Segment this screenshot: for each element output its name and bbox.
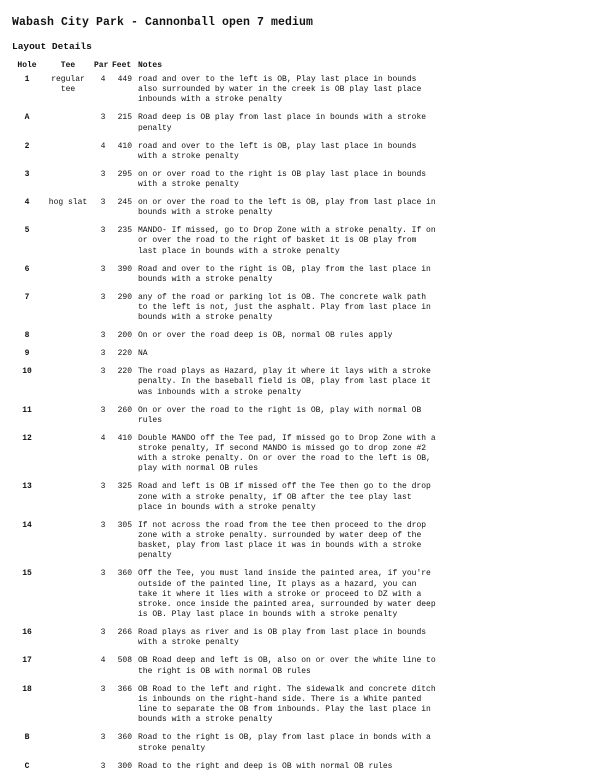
- tee-cell: [42, 628, 94, 656]
- tee-cell: regular tee: [51, 75, 85, 95]
- table-row: [12, 367, 438, 405]
- notes-cell: Road and left is OB if missed off the Tee then go to the drop zone with a stroke penalty, if OB after the tee play last place in bounds with a stroke penalty: [138, 482, 431, 512]
- tee-cell: [42, 406, 94, 434]
- notes-cell: Road deep is OB play from last place in bounds with a stroke penalty: [138, 113, 427, 133]
- hole-cell: 3: [24, 169, 30, 179]
- feet-cell: 260: [117, 405, 132, 415]
- par-cell: 3: [100, 264, 106, 274]
- hole-cell: 1: [24, 75, 30, 84]
- hole-cell: 15: [22, 569, 32, 579]
- tee-cell: [42, 656, 94, 684]
- table-row: [12, 628, 438, 656]
- par-cell: 3: [100, 569, 106, 579]
- notes-cell: On or over the road deep is OB, normal OB rules apply: [138, 331, 393, 341]
- hole-cell: 16: [22, 628, 32, 638]
- hole-cell: 13: [22, 482, 32, 492]
- table-row: [12, 265, 438, 293]
- hole-cell: C: [24, 761, 30, 771]
- table-row: [12, 762, 438, 780]
- par-cell: 3: [100, 349, 106, 359]
- table-body: [12, 75, 438, 780]
- hole-cell: B: [24, 733, 30, 743]
- feet-cell: 245: [117, 198, 132, 208]
- hole-cell: 8: [24, 331, 30, 341]
- document-page: [12, 16, 592, 780]
- table-row: [12, 349, 438, 367]
- notes-cell: OB Road deep and left is OB, also on or over the white line to the right is OB with normal OB rules: [138, 656, 436, 676]
- par-cell: 3: [100, 628, 106, 638]
- tee-cell: [42, 367, 94, 405]
- column-header-hole: Hole: [17, 61, 37, 70]
- feet-cell: 220: [117, 349, 132, 359]
- par-cell: 3: [100, 761, 106, 771]
- feet-cell: 360: [117, 733, 132, 743]
- tee-cell: [42, 349, 94, 367]
- feet-cell: 366: [117, 684, 132, 694]
- tee-cell: [42, 569, 94, 628]
- notes-cell: The road plays as Hazard, play it where it lays with a stroke penalty. In the baseball field is OB, play from last place it was inbounds with a stroke penalty: [138, 367, 431, 397]
- feet-cell: 410: [117, 141, 132, 151]
- hole-cell: 11: [22, 405, 32, 415]
- column-header-feet: Feet: [112, 61, 132, 70]
- tee-cell: [42, 226, 94, 264]
- table-row: [12, 685, 438, 734]
- tee-cell: [42, 482, 94, 520]
- notes-cell: Road plays as river and is OB play from last place in bounds with a stroke penalty: [138, 628, 427, 648]
- feet-cell: 220: [117, 367, 132, 377]
- par-cell: 3: [100, 684, 106, 694]
- hole-cell: A: [24, 113, 30, 123]
- tee-cell: [42, 685, 94, 734]
- par-cell: 3: [100, 482, 106, 492]
- notes-cell: any of the road or parking lot is OB. The concrete walk path to the left is not, just the asphalt. Play from last place in bounds with a stroke penalty: [138, 292, 431, 323]
- page-title: Wabash City Park - Cannonball open 7 medium: [12, 16, 314, 29]
- notes-cell: OB Road to the left and right. The sidewalk and concrete ditch is inbounds on the right-hand side. There is a White panted line to separate the OB from inbounds. Play the last place in bounds with a stroke penalty: [138, 684, 436, 725]
- column-header-tee: Tee: [60, 61, 76, 70]
- par-cell: 3: [100, 292, 106, 302]
- column-header-notes: Notes: [138, 61, 163, 70]
- layout-table: [12, 61, 438, 780]
- feet-cell: 325: [117, 482, 132, 492]
- hole-cell: 9: [24, 349, 30, 359]
- tee-cell: hog slat: [48, 198, 88, 208]
- table-row: [12, 482, 438, 520]
- feet-cell: 390: [117, 264, 132, 274]
- feet-cell: 235: [117, 226, 132, 236]
- table-row: [12, 331, 438, 349]
- feet-cell: 305: [117, 520, 132, 530]
- feet-cell: 410: [117, 433, 132, 443]
- table-row: [12, 521, 438, 570]
- par-cell: 4: [100, 656, 106, 666]
- par-cell: 3: [100, 331, 106, 341]
- notes-cell: road and over to the left is OB, Play last place in bounds also surrounded by water in the creek is OB play last place inbounds with a stroke penalty: [138, 75, 422, 105]
- notes-cell: Road to the right is OB, play from last place in bonds with a stroke penalty: [138, 733, 431, 753]
- hole-cell: 14: [22, 520, 32, 530]
- hole-cell: 17: [22, 656, 32, 666]
- notes-cell: Off the Tee, you must land inside the painted area, if you're outside of the painted line, It plays as a hazard, you can take it where it lies with a stroke or proceed to DZ with a stroke. once inside the painted area, surrounded by water deep is OB. Play last place in bounds with a stroke penalty: [138, 569, 436, 620]
- hole-cell: 4: [24, 198, 30, 208]
- notes-cell: MANDO- If missed, go to Drop Zone with a stroke penalty. If on or over the road to the right of basket it is OB play from last place in bounds with a stroke penalty: [138, 226, 436, 256]
- par-cell: 4: [100, 75, 106, 84]
- table-row: [12, 406, 438, 434]
- table-row: [12, 226, 438, 264]
- par-cell: 3: [100, 198, 106, 208]
- table-row: [12, 113, 438, 141]
- par-cell: 4: [100, 141, 106, 151]
- table-row: [12, 142, 438, 170]
- hole-cell: 2: [24, 141, 30, 151]
- hole-cell: 5: [24, 226, 30, 236]
- tee-cell: [42, 142, 94, 170]
- feet-cell: 215: [117, 113, 132, 123]
- hole-cell: 18: [22, 684, 32, 694]
- tee-cell: [42, 331, 94, 349]
- feet-cell: 449: [117, 75, 132, 84]
- hole-cell: 7: [24, 292, 30, 302]
- notes-cell: On or over the road to the right is OB, play with normal OB rules: [138, 405, 422, 425]
- column-header-par: Par: [94, 61, 109, 70]
- par-cell: 3: [100, 520, 106, 530]
- tee-cell: [42, 113, 94, 141]
- section-heading: Layout Details: [12, 41, 92, 52]
- hole-cell: 10: [22, 367, 32, 377]
- notes-cell: Road to the right and deep is OB with normal OB rules: [138, 761, 393, 771]
- notes-cell: on or over road to the right is OB play last place in bounds with a stroke penalty: [138, 169, 427, 190]
- feet-cell: 290: [117, 292, 132, 302]
- tee-cell: [42, 733, 94, 761]
- notes-cell: road and over to the left is OB, play last place in bounds with a stroke penalty: [138, 141, 417, 161]
- notes-cell: on or over the road to the left is OB, play from last place in bounds with a stroke penalty: [138, 198, 436, 218]
- par-cell: 3: [100, 226, 106, 236]
- hole-cell: 12: [22, 433, 32, 443]
- par-cell: 3: [100, 113, 106, 123]
- tee-cell: [42, 265, 94, 293]
- notes-cell: If not across the road from the tee then proceed to the drop zone with a stroke penalty. surrounded by water deep of the basket, play from last place it was in bounds with a stroke penalty: [138, 520, 427, 561]
- tee-cell: [42, 521, 94, 570]
- notes-cell: Double MANDO off the Tee pad, If missed go to Drop Zone with a stroke penalty, If second MANDO is missed go to drop zone #2 with a stroke penalty. On or over the road to the left is OB, play with normal OB rules: [138, 433, 436, 474]
- feet-cell: 508: [117, 656, 132, 666]
- par-cell: 3: [100, 405, 106, 415]
- par-cell: 3: [100, 733, 106, 743]
- par-cell: 3: [100, 367, 106, 377]
- tee-cell: [42, 170, 94, 198]
- table-row: [12, 170, 438, 198]
- table-row: [12, 434, 438, 483]
- feet-cell: 300: [117, 761, 132, 771]
- table-row: [12, 293, 438, 331]
- tee-cell: [42, 434, 94, 483]
- par-cell: 3: [100, 169, 106, 179]
- feet-cell: 360: [117, 569, 132, 579]
- table-row: [12, 733, 438, 761]
- hole-cell: 6: [24, 264, 30, 274]
- table-header-row: [12, 61, 438, 75]
- table-row: [12, 656, 438, 684]
- feet-cell: 200: [117, 331, 132, 341]
- table-row: [12, 569, 438, 628]
- feet-cell: 266: [117, 628, 132, 638]
- table-row: [12, 75, 438, 113]
- par-cell: 4: [100, 433, 106, 443]
- feet-cell: 295: [117, 169, 132, 179]
- notes-cell: NA: [138, 349, 148, 359]
- notes-cell: Road and over to the right is OB, play from the last place in bounds with a stroke penalty: [138, 264, 431, 284]
- table-row: [12, 198, 438, 226]
- tee-cell: [42, 762, 94, 780]
- tee-cell: [42, 293, 94, 331]
